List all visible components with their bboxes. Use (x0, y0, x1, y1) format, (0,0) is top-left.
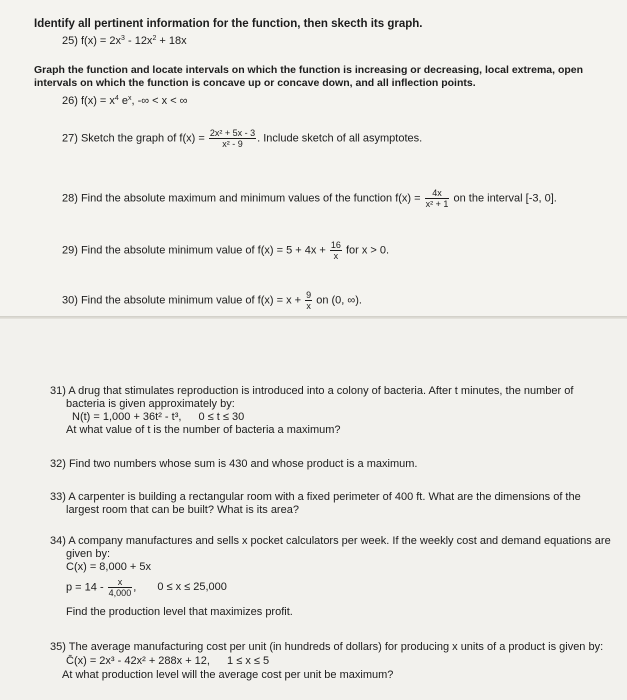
q27-lead: 27) Sketch the graph of f(x) = (62, 132, 205, 145)
q26-exp2: x (127, 95, 132, 102)
q35-formula-row (66, 655, 269, 668)
q29-lead: 29) Find the absolute minimum value of f(x) = 5 + 4x + (62, 244, 326, 257)
q25-exp1: 3 (121, 35, 125, 42)
q27-denominator: x² - 9 (222, 139, 243, 149)
question-32: 32) Find two numbers whose sum is 430 and whose product is a maximum. (50, 458, 418, 470)
q26-fn-prefix: f(x) = x (80, 95, 115, 107)
q26-tail: , -∞ < x < ∞ (131, 95, 188, 107)
q34-demand-num: x (108, 577, 133, 588)
q35-domain: 1 ≤ x ≤ 5 (227, 655, 270, 667)
q31-line1: 31) A drug that stimulates reproduction is introduced into a colony of bacteria. After t minutes, the number of (50, 385, 574, 397)
q34-line1: 34) A company manufactures and sells x pocket calculators per week. If the weekly cost and demand equations are (50, 535, 611, 547)
q25-tail: + 18x (156, 35, 187, 47)
q25-number: 25) (62, 35, 78, 47)
q27-numerator: 2x² + 5x - 3 (209, 128, 256, 138)
q26-mid: e (118, 95, 128, 107)
q34-cost: C(x) = 8,000 + 5x (66, 561, 151, 573)
q26-exp1: 4 (114, 95, 119, 102)
q28-numerator: 4x (425, 188, 450, 199)
q31-formula: N(t) = 1,000 + 36t² - t³, (72, 411, 182, 423)
q29-tail: for x > 0. (345, 244, 390, 257)
q29-fraction (330, 240, 342, 261)
q34-demand-fraction (108, 577, 133, 598)
q35-question: At what production level will the average cost per unit be maximum? (62, 669, 394, 681)
q25-exp2: 2 (152, 35, 157, 42)
q25-fn-prefix: f(x) = 2x (80, 35, 122, 47)
question-28 (62, 188, 557, 209)
q33-line1: 33) A carpenter is building a rectangular room with a fixed perimeter of 400 ft. What are the dimensions of the (50, 491, 581, 503)
q34-domain: 0 ≤ x ≤ 25,000 (157, 581, 227, 594)
q35-formula: C̄(x) = 2x³ - 42x² + 288x + 12, (66, 655, 210, 667)
question-26 (62, 95, 188, 108)
page-divider (0, 316, 627, 319)
instructions-line2: intervals on which the function is concave up or concave down, and all inflection points. (34, 77, 476, 89)
q34-demand-comma: , (133, 581, 137, 594)
question-25 (62, 35, 187, 48)
q34-demand-den: 4,000 (108, 588, 132, 598)
q30-lead: 30) Find the absolute minimum value of f(x) = x + (62, 294, 302, 307)
question-29 (62, 240, 389, 261)
q28-tail: on the interval [-3, 0]. (453, 192, 557, 205)
instructions-line1: Graph the function and locate intervals on which the function is increasing or decreasing, local extrema, open (34, 64, 584, 76)
q30-fraction (305, 290, 312, 311)
q26-number: 26) (62, 95, 78, 107)
q34-demand-lead: p = 14 - (66, 581, 104, 594)
q31-domain: 0 ≤ t ≤ 30 (198, 411, 245, 423)
q31-formula-row (72, 411, 244, 424)
q29-numerator: 16 (330, 240, 341, 250)
q25-mid: - 12x (124, 35, 153, 47)
q35-line1: 35) The average manufacturing cost per unit (in hundreds of dollars) for producing x units of a product is given by: (50, 641, 604, 653)
q30-denominator: x (306, 301, 311, 311)
q31-line2: bacteria is given approximately by: (66, 398, 235, 410)
q34-line2: given by: (66, 548, 111, 560)
q34-question: Find the production level that maximizes profit. (66, 606, 293, 618)
q34-demand-row (66, 577, 227, 598)
q27-tail: . Include sketch of all asymptotes. (257, 132, 423, 145)
q29-denominator: x (333, 251, 339, 261)
q30-numerator: 9 (306, 290, 312, 300)
q30-tail: on (0, ∞). (316, 294, 362, 307)
q33-line2: largest room that can be built? What is its area? (66, 504, 299, 516)
q28-lead: 28) Find the absolute maximum and minimum values of the function f(x) = (62, 192, 421, 205)
question-30 (62, 290, 362, 311)
worksheet-title: Identify all pertinent information for the function, then skecth its graph. (34, 18, 423, 30)
q28-fraction (425, 188, 450, 209)
q28-denominator: x² + 1 (425, 199, 449, 209)
q27-fraction (209, 128, 256, 149)
q31-question: At what value of t is the number of bacteria a maximum? (66, 424, 341, 436)
question-27 (62, 128, 422, 149)
